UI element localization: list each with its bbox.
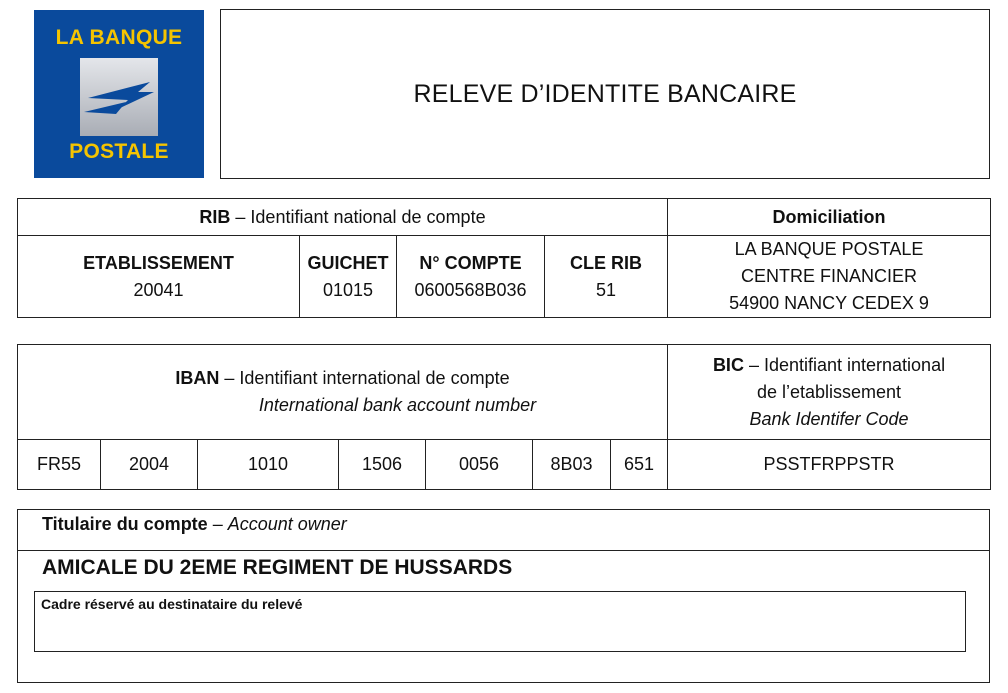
- guichet-value: 01015: [322, 279, 374, 300]
- document-title: RELEVE D’IDENTITE BANCAIRE: [413, 79, 797, 108]
- bic-heading-line2: de l’etablissement: [756, 381, 902, 402]
- divider: [18, 550, 989, 551]
- account-owner-label-bold: Titulaire du compte: [42, 514, 208, 534]
- cle-rib-value: 51: [595, 279, 617, 300]
- compte-value: 0600568B036: [414, 279, 527, 300]
- logo-line2: POSTALE: [69, 140, 169, 163]
- account-owner-label-italic: Account owner: [227, 514, 347, 534]
- domiciliation-heading-cell: [668, 199, 991, 236]
- iban-group: 1010: [198, 440, 339, 490]
- cle-rib-cell: [545, 236, 668, 318]
- guichet-label: GUICHET: [307, 252, 389, 273]
- iban-group: 2004: [101, 440, 198, 490]
- compte-label: N° COMPTE: [419, 252, 522, 273]
- account-owner-box: [17, 509, 990, 683]
- recipient-reserved-box: [34, 591, 966, 652]
- domiciliation-line3: 54900 NANCY CEDEX 9: [729, 293, 929, 313]
- rib-heading: [18, 199, 668, 236]
- bic-heading-bold: BIC: [712, 354, 744, 375]
- cle-rib-label: CLE RIB: [570, 252, 642, 273]
- rib-table: [17, 198, 991, 318]
- logo-line1: LA BANQUE: [55, 26, 183, 49]
- rib-heading-bold: RIB: [199, 206, 231, 227]
- domiciliation-address-cell: [668, 236, 991, 318]
- iban-heading-rest: – Identifiant international de compte: [219, 368, 510, 388]
- iban-heading-cell: [18, 345, 668, 440]
- bic-subheading: Bank Identifer Code: [749, 408, 909, 429]
- iban-group: 651: [611, 440, 668, 490]
- iban-heading-bold: IBAN: [175, 368, 220, 388]
- rib-heading-rest: – Identifiant national de compte: [230, 206, 486, 227]
- iban-group: 1506: [339, 440, 426, 490]
- document-title-box: [220, 9, 990, 179]
- bank-logo: [34, 10, 204, 178]
- bic-heading-cell: [668, 345, 991, 440]
- domiciliation-line1: LA BANQUE POSTALE: [734, 239, 924, 259]
- etablissement-cell: [18, 236, 300, 318]
- compte-cell: [397, 236, 545, 318]
- bic-value: PSSTFRPPSTR: [668, 440, 991, 490]
- iban-table: [17, 344, 991, 490]
- postal-bird-icon: [80, 58, 158, 136]
- iban-group: 0056: [426, 440, 533, 490]
- account-owner-label: [42, 514, 347, 535]
- bic-heading-rest: – Identifiant international: [743, 354, 946, 375]
- etablissement-label: ETABLISSEMENT: [83, 252, 234, 273]
- etablissement-value: 20041: [133, 279, 184, 300]
- domiciliation-heading: Domiciliation: [772, 206, 886, 227]
- recipient-reserved-label: Cadre réservé au destinataire du relevé: [41, 596, 303, 612]
- iban-group: FR55: [18, 440, 101, 490]
- iban-group: 8B03: [533, 440, 611, 490]
- guichet-cell: [300, 236, 397, 318]
- account-owner-name: AMICALE DU 2EME REGIMENT DE HUSSARDS: [42, 556, 513, 579]
- domiciliation-line2: CENTRE FINANCIER: [740, 266, 917, 286]
- iban-subheading: International bank account number: [258, 395, 537, 415]
- account-owner-label-sep: –: [207, 514, 228, 534]
